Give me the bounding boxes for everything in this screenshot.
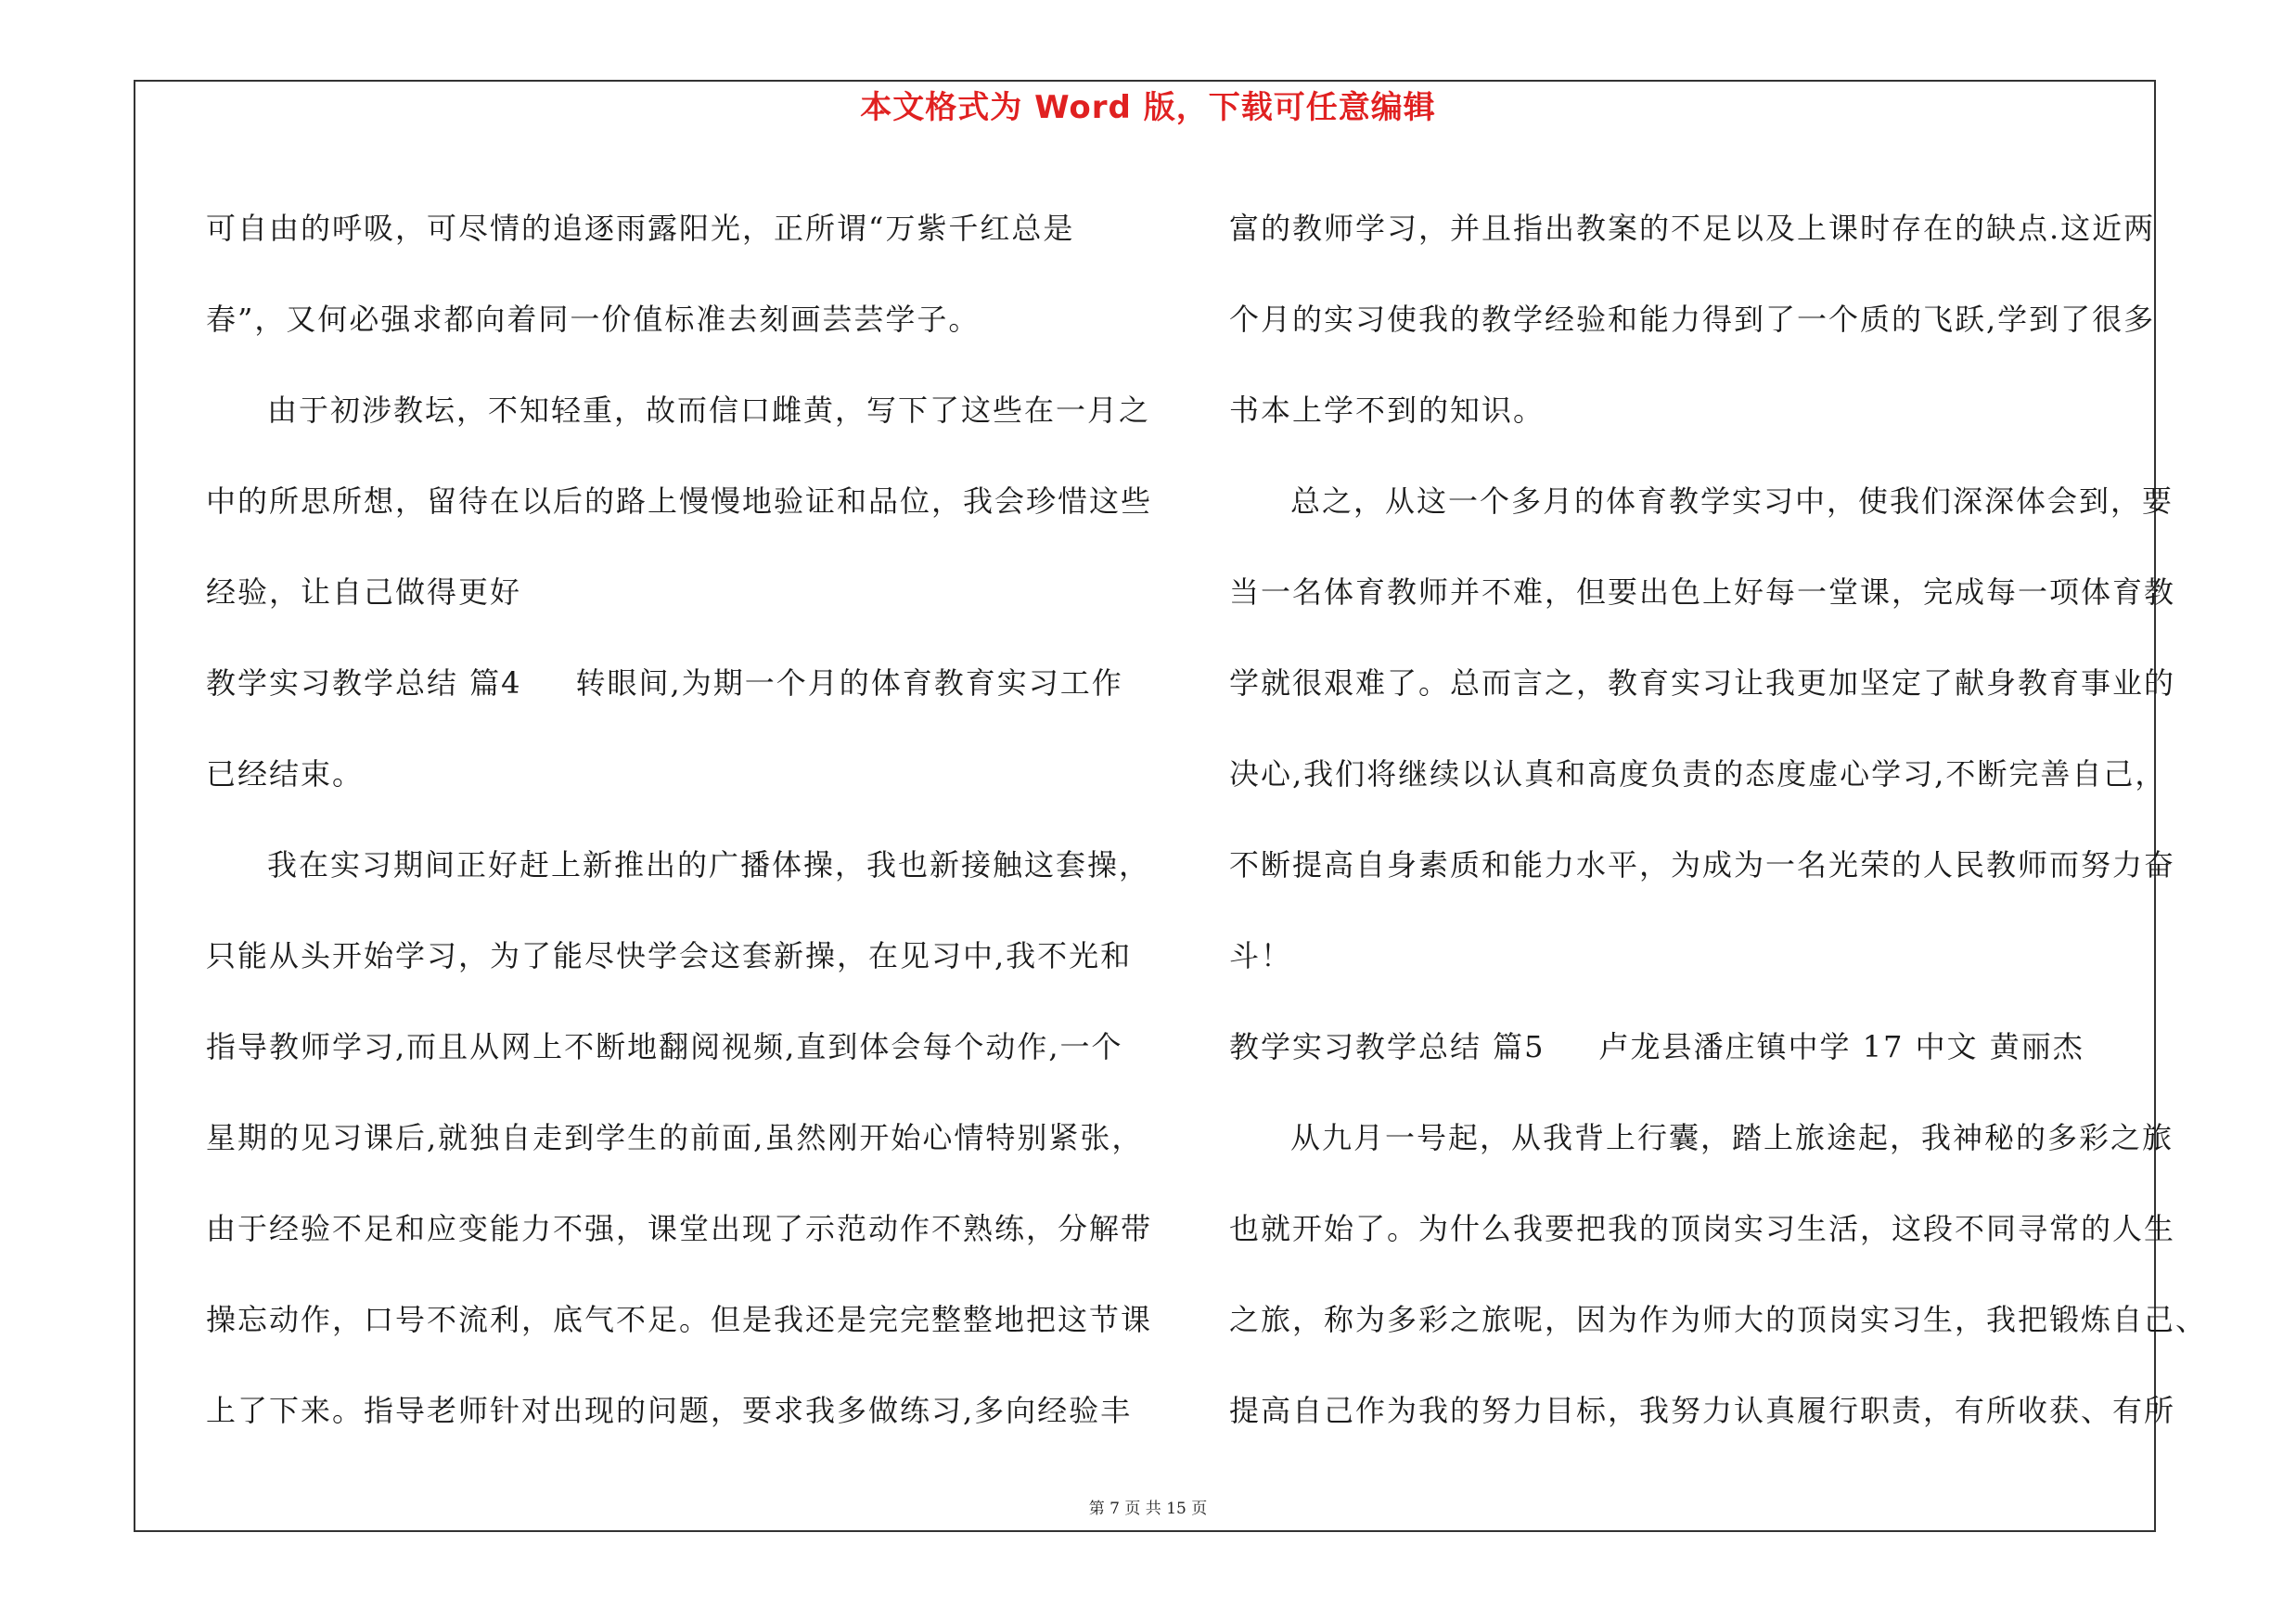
banner-text: 本文格式为 Word 版，下载可任意编辑	[860, 89, 1436, 126]
paragraph-line: 由于经验不足和应变能力不强，课堂出现了示范动作不熟练，分解带	[206, 1211, 1153, 1246]
paragraph-line: 也就开始了。为什么我要把我的顶岗实习生活，这段不同寻常的人生	[1229, 1211, 2176, 1246]
section-title: 教学实习教学总结 篇5	[1229, 1029, 1546, 1064]
paragraph-line: 富的教师学习，并且指出教案的不足以及上课时存在的缺点.这近两	[1229, 211, 2156, 246]
section-intro-text: 转眼间,为期一个月的体育教育实习工作	[575, 665, 1123, 701]
paragraph-line: 书本上学不到的知识。	[1229, 393, 1546, 428]
paragraph-line: 个月的实习使我的教学经验和能力得到了一个质的飞跃,学到了很多	[1229, 302, 2156, 337]
left-column	[206, 183, 1152, 1456]
paragraph-line: 中的所思所想，留待在以后的路上慢慢地验证和品位，我会珍惜这些	[206, 483, 1153, 519]
paragraph-line: 总之，从这一个多月的体育教学实习中，使我们深深体会到，要	[1290, 483, 2174, 519]
paragraph-line: 只能从头开始学习，为了能尽快学会这套新操，在见习中,我不光和	[206, 938, 1133, 973]
paragraph-line: 春”，又何必强求都向着同一价值标准去刻画芸芸学子。	[206, 302, 981, 337]
format-banner	[0, 82, 2296, 127]
page-footer	[0, 1495, 2296, 1518]
section-title: 教学实习教学总结 篇4	[206, 665, 522, 701]
paragraph-line: 操忘动作，口号不流利，底气不足。但是我还是完完整整地把这节课	[206, 1302, 1153, 1337]
paragraph-line: 我在实习期间正好赶上新推出的广播体操，我也新接触这套操，	[267, 847, 1151, 882]
paragraph-line: 斗！	[1229, 938, 1293, 973]
paragraph-line: 经验，让自己做得更好	[206, 574, 522, 610]
right-column	[1229, 183, 2208, 1456]
page-number-text: 第 7 页 共 15 页	[1088, 1500, 1208, 1518]
paragraph-line: 不断提高自身素质和能力水平，为成为一名光荣的人民教师而努力奋	[1229, 847, 2176, 882]
paragraph-line: 由于初涉教坛，不知轻重，故而信口雌黄，写下了这些在一月之	[267, 393, 1151, 428]
section-heading-5	[1229, 1001, 2157, 1092]
paragraph-line: 之旅，称为多彩之旅呢，因为作为师大的顶岗实习生，我把锻炼自己、	[1229, 1302, 2208, 1337]
paragraph-line: 已经结束。	[206, 756, 365, 792]
paragraph-line: 星期的见习课后,就独自走到学生的前面,虽然刚开始心情特别紧张，	[206, 1120, 1144, 1155]
paragraph-line: 指导教师学习,而且从网上不断地翻阅视频,直到体会每个动作,一个	[206, 1029, 1123, 1064]
paragraph-line: 学就很艰难了。总而言之，教育实习让我更加坚定了献身教育事业的	[1229, 665, 2176, 701]
section-heading-4	[206, 638, 1152, 728]
section-author-text: 卢龙县潘庄镇中学 17 中文 黄丽杰	[1598, 1029, 2084, 1064]
paragraph-line: 当一名体育教师并不难，但要出色上好每一堂课，完成每一项体育教	[1229, 574, 2176, 610]
paragraph-line: 可自由的呼吸，可尽情的追逐雨露阳光，正所谓“万紫千红总是	[206, 211, 1075, 246]
paragraph-line: 从九月一号起，从我背上行囊，踏上旅途起，我神秘的多彩之旅	[1290, 1120, 2174, 1155]
paragraph-line: 决心,我们将继续以认真和高度负责的态度虚心学习,不断完善自己，	[1229, 756, 2167, 792]
paragraph-line: 上了下来。指导老师针对出现的问题，要求我多做练习,多向经验丰	[206, 1393, 1133, 1428]
paragraph-line: 提高自己作为我的努力目标，我努力认真履行职责，有所收获、有所	[1229, 1393, 2176, 1428]
